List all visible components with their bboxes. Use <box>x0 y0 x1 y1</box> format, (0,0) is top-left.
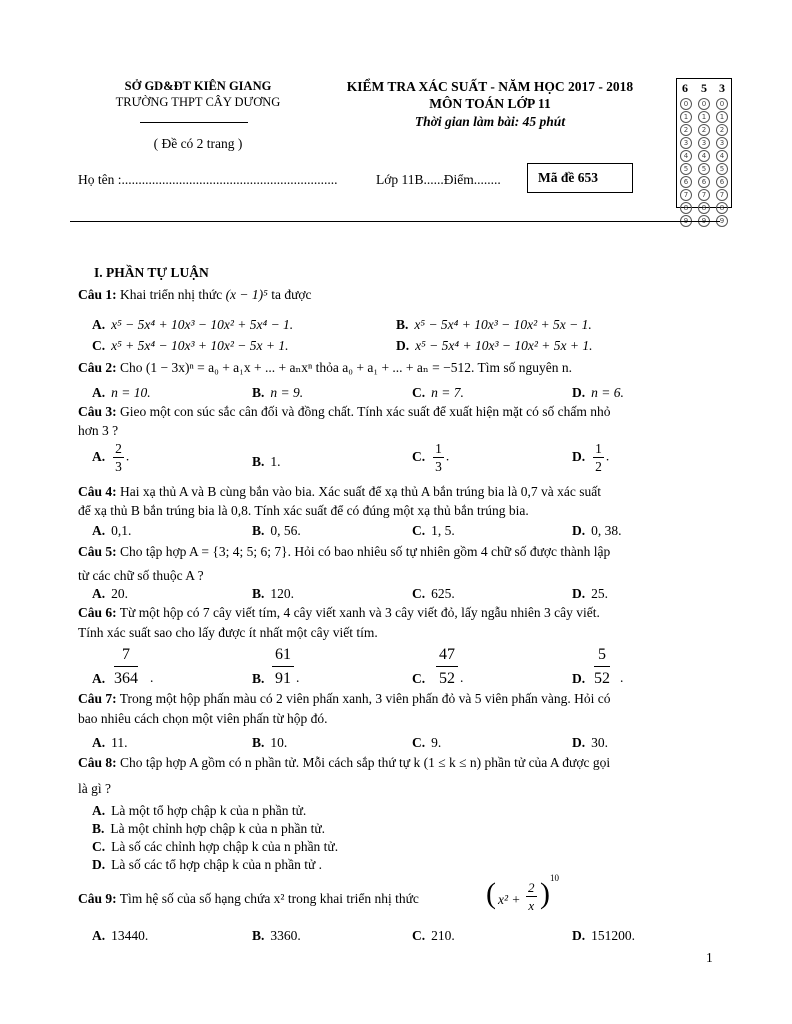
question-text: Cho (1 − 3x)ⁿ = a₀ + a₁x + ... + aₙxⁿ thỏa a₀ + a₁ + ... + aₙ = −512. Tìm số nguyên n. <box>120 360 572 375</box>
question-9 <box>78 891 419 907</box>
answer-bubble: 8 <box>698 202 710 214</box>
answer-option: C. $\frac{1}{3}$ . <box>412 441 450 474</box>
question-label: Câu 3: <box>78 404 117 419</box>
question-3 <box>78 404 611 420</box>
question-text-continued: để xạ thủ B bắn trúng bia là 0,8. Tính xác suất để có đúng một xạ thủ bắn trúng bia. <box>78 503 529 518</box>
answer-option: A. 7 364 . <box>92 646 154 687</box>
question-text: Cho tập hợp A = {3; 4; 5; 6; 7}. Hỏi có bao nhiêu số tự nhiên gồm 4 chữ số được thành lập <box>120 544 611 559</box>
answer-bubble: 3 <box>698 137 710 149</box>
answer-option: C. 625. <box>412 586 455 601</box>
question-text-continued: là gì ? <box>78 781 111 796</box>
question-2 <box>78 360 572 376</box>
answer-option: B. 61 91 . <box>252 646 300 687</box>
page-number: 1 <box>706 950 713 965</box>
pages-note: ( Đề có 2 trang ) <box>153 136 243 151</box>
question-label: Câu 7: <box>78 691 117 706</box>
answer-option: D. x⁵ − 5x⁴ + 10x³ − 10x² + 5x + 1. <box>396 338 593 353</box>
answer-option: B. 120. <box>252 586 295 601</box>
answer-bubble: 2 <box>716 124 728 136</box>
answer-option: B. 0, 56. <box>252 523 301 538</box>
question-expression: (x − 1)⁵ <box>225 287 268 302</box>
answer-option: C. 1, 5. <box>412 523 455 538</box>
answer-option: D. 25. <box>572 586 608 601</box>
exam-code-box <box>527 163 633 193</box>
question-text: Từ một hộp có 7 cây viết tím, 4 cây viết xanh và 3 cây viết đỏ, lấy ngẫu nhiên 3 cây viết. <box>119 605 600 620</box>
answer-bubble: 6 <box>698 176 710 188</box>
answer-bubble: 1 <box>716 111 728 123</box>
question-4 <box>78 484 601 500</box>
answer-option: D. Là số các tổ hợp chập k của n phần tử . <box>92 857 323 872</box>
answer-bubble: 3 <box>716 137 728 149</box>
question-7 <box>78 691 610 707</box>
question-text-continued: từ các chữ số thuộc A ? <box>78 568 204 583</box>
question-text: Hai xạ thủ A và B cùng bắn vào bia. Xác suất để xạ thủ A bắn trúng bia là 0,7 và xác suất <box>120 484 602 499</box>
header-divider <box>140 122 248 123</box>
answer-option: B. 1. <box>252 454 281 469</box>
answer-bubble: 0 <box>698 98 710 110</box>
answer-option: D. n = 6. <box>572 385 624 400</box>
answer-option: C. 9. <box>412 735 442 750</box>
question-1 <box>78 287 312 303</box>
exam-code: Mã đề 653 <box>538 170 598 185</box>
answer-option: C. Là số các chỉnh hợp chập k của n phần tử. <box>92 839 339 854</box>
answer-option: D. 30. <box>572 735 608 750</box>
answer-option: A. Là một tổ hợp chập k của n phần tử. <box>92 803 307 818</box>
question-text: Cho tập hợp A gồm có n phần tử. Mỗi cách sắp thứ tự k (1 ≤ k ≤ n) phần tử của A được gọi <box>120 755 611 770</box>
header-rule <box>70 221 720 222</box>
bubble-column <box>715 97 729 227</box>
answer-option: B. 3360. <box>252 928 301 943</box>
answer-option: B. n = 9. <box>252 385 304 400</box>
answer-option: B. Là một chỉnh hợp chập k của n phần tử. <box>92 821 326 836</box>
answer-bubble: 9 <box>680 215 692 227</box>
answer-bubble: 3 <box>680 137 692 149</box>
question-text: Tìm hệ số của số hạng chứa x² trong khai triển nhị thức <box>119 891 419 906</box>
answer-bubble: 0 <box>680 98 692 110</box>
answer-bubble: 4 <box>698 150 710 162</box>
answer-bubble: 2 <box>680 124 692 136</box>
answer-bubble: 1 <box>680 111 692 123</box>
question-text-continued: hơn 3 ? <box>78 423 119 438</box>
question-text: Khai triển nhị thức <box>120 287 223 302</box>
answer-bubble: 8 <box>716 202 728 214</box>
subject-title: MÔN TOÁN LỚP 11 <box>429 96 551 111</box>
answer-bubble: 4 <box>716 150 728 162</box>
department-name: SỞ GD&ĐT KIÊN GIANG <box>124 79 272 93</box>
answer-bubble: 7 <box>698 189 710 201</box>
class-score-line: Lớp 11B......Điểm........ <box>376 172 501 187</box>
code-digit: 6 <box>682 81 688 95</box>
question-label: Câu 5: <box>78 544 117 559</box>
answer-option: C. n = 7. <box>412 385 464 400</box>
question-label: Câu 1: <box>78 287 117 302</box>
bubble-column <box>697 97 711 227</box>
answer-bubble: 8 <box>680 202 692 214</box>
question-text: ta được <box>271 287 312 302</box>
question-text-continued: Tính xác suất sao cho lấy được ít nhất một cây viết tím. <box>78 625 378 640</box>
answer-option: A. 13440. <box>92 928 149 943</box>
question-label: Câu 6: <box>78 605 117 620</box>
answer-option: A. x⁵ − 5x⁴ + 10x³ − 10x² + 5x⁴ − 1. <box>92 317 294 332</box>
answer-option: A. 20. <box>92 586 128 601</box>
answer-bubble: 4 <box>680 150 692 162</box>
answer-bubble: 5 <box>680 163 692 175</box>
answer-option: A. 11. <box>92 735 128 750</box>
question-6 <box>78 605 600 621</box>
answer-option: D. 5 52 . <box>572 646 624 687</box>
question-label: Câu 4: <box>78 484 117 499</box>
answer-option: D. 0, 38. <box>572 523 622 538</box>
exam-code-bubble-grid <box>676 78 732 225</box>
exam-duration: Thời gian làm bài: 45 phút <box>414 114 566 129</box>
answer-option: D. 151200. <box>572 928 635 943</box>
answer-option: A. $\frac{2}{3}$ . <box>92 441 130 474</box>
answer-option: C. 210. <box>412 928 455 943</box>
code-digit: 5 <box>701 81 707 95</box>
answer-bubble: 2 <box>698 124 710 136</box>
question-text: Trong một hộp phấn màu có 2 viên phấn xanh, 3 viên phấn đỏ và 5 viên phấn vàng. Hỏi có <box>119 691 611 706</box>
question-text: Gieo một con súc sắc cân đối và đồng chất. Tính xác suất để xuất hiện mặt có số chấm nhỏ <box>120 404 611 419</box>
code-digit: 3 <box>719 81 725 95</box>
answer-bubble: 9 <box>716 215 728 227</box>
answer-bubble: 1 <box>698 111 710 123</box>
question-label: Câu 9: <box>78 891 117 906</box>
question-label: Câu 2: <box>78 360 117 375</box>
answer-bubble: 5 <box>716 163 728 175</box>
answer-bubble: 9 <box>698 215 710 227</box>
answer-bubble: 7 <box>716 189 728 201</box>
answer-option: D. $\frac{1}{2}$ . <box>572 441 610 474</box>
question-text-continued: bao nhiêu cách chọn một viên phấn từ hộp đó. <box>78 711 328 726</box>
answer-bubble: 0 <box>716 98 728 110</box>
answer-bubble: 6 <box>680 176 692 188</box>
answer-option: B. 10. <box>252 735 288 750</box>
section-title: I. PHẦN TỰ LUẬN <box>94 265 209 280</box>
student-name-line: Họ tên :................................................................ <box>78 172 338 187</box>
answer-option: C. 47 52 . <box>412 646 464 687</box>
answer-bubble: 5 <box>698 163 710 175</box>
question-8 <box>78 755 610 771</box>
answer-option: B. x⁵ − 5x⁴ + 10x³ − 10x² + 5x − 1. <box>396 317 592 332</box>
answer-option: A. 0,1. <box>92 523 132 538</box>
answer-bubble: 7 <box>680 189 692 201</box>
exam-title: KIỂM TRA XÁC SUẤT - NĂM HỌC 2017 - 2018 <box>346 79 634 94</box>
answer-option: A. n = 10. <box>92 385 151 400</box>
answer-option: C. x⁵ + 5x⁴ − 10x³ + 10x² − 5x + 1. <box>92 338 289 353</box>
question-5 <box>78 544 610 560</box>
bubble-column <box>679 97 693 227</box>
question-label: Câu 8: <box>78 755 117 770</box>
school-name: TRƯỜNG THPT CÂY DƯƠNG <box>115 95 281 109</box>
answer-bubble: 6 <box>716 176 728 188</box>
